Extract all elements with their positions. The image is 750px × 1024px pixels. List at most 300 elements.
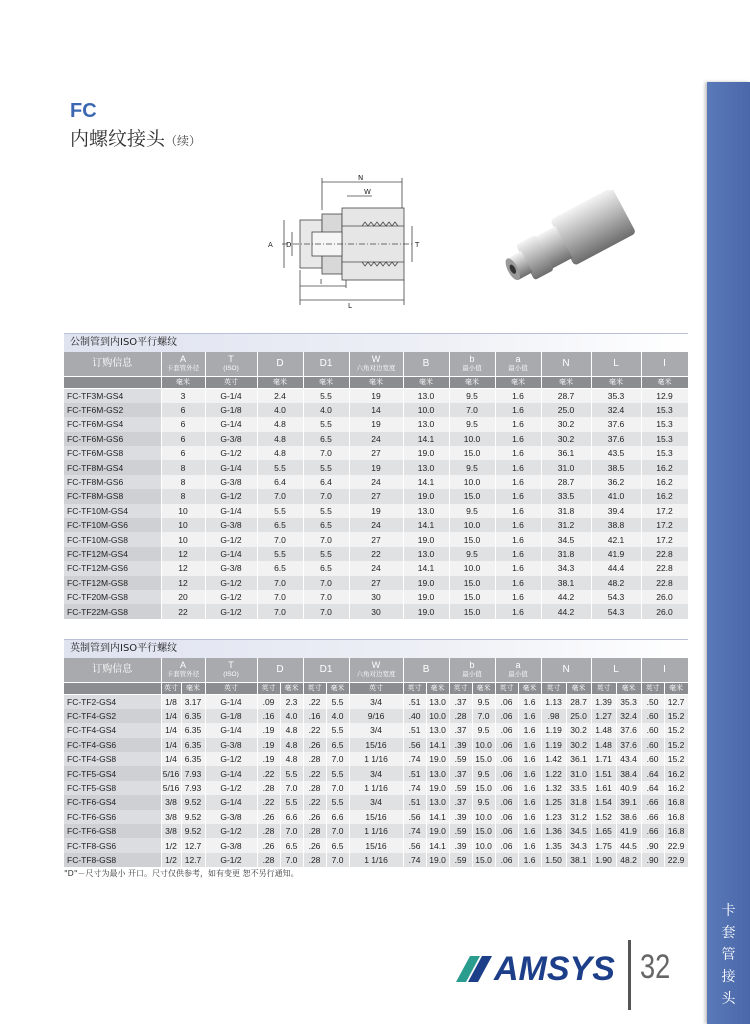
- table-row: [64, 752, 688, 766]
- value-cell: 1.6: [495, 561, 541, 575]
- value-cell: .59: [449, 752, 472, 766]
- order-code-cell: FC-TF3M-GS4: [64, 388, 161, 403]
- value-cell: 15.0: [449, 576, 495, 590]
- unit-cell: 英寸: [641, 682, 664, 694]
- value-cell: 5.5: [303, 547, 349, 561]
- value-cell: .60: [641, 709, 664, 723]
- sidebar-char: 套: [721, 925, 736, 941]
- col-t-symbol: T: [228, 353, 234, 364]
- value-cell: 1.51: [591, 766, 616, 780]
- value-cell: 24: [349, 475, 403, 489]
- value-cell: 34.5: [541, 532, 591, 546]
- value-cell: G-1/4: [205, 795, 257, 809]
- value-cell: 7.0: [280, 824, 303, 838]
- value-cell: 1/2: [161, 838, 181, 852]
- unit-cell: 英寸: [205, 376, 257, 388]
- value-cell: .26: [303, 738, 326, 752]
- value-cell: .06: [495, 723, 518, 737]
- value-cell: 22.8: [641, 576, 688, 590]
- value-cell: 1/4: [161, 752, 181, 766]
- value-cell: 1.6: [495, 446, 541, 460]
- value-cell: 37.6: [591, 417, 641, 431]
- value-cell: 43.5: [591, 446, 641, 460]
- value-cell: .06: [495, 694, 518, 709]
- value-cell: 44.5: [616, 838, 641, 852]
- value-cell: 3/4: [349, 766, 403, 780]
- table-row: [64, 604, 688, 618]
- value-cell: 7.0: [303, 576, 349, 590]
- sidebar-char: 管: [721, 947, 736, 963]
- value-cell: 9.52: [181, 824, 205, 838]
- value-cell: .66: [641, 810, 664, 824]
- value-cell: .51: [403, 723, 426, 737]
- unit-cell: 英寸: [349, 682, 403, 694]
- value-cell: 31.2: [566, 810, 591, 824]
- value-cell: 14.1: [426, 810, 449, 824]
- value-cell: 1/4: [161, 738, 181, 752]
- value-cell: .06: [495, 709, 518, 723]
- value-cell: 41.0: [591, 489, 641, 503]
- value-cell: 1.6: [518, 723, 541, 737]
- col-w-desc: 六角对边宽度: [356, 364, 396, 372]
- col-a-small-symbol: a: [515, 353, 521, 364]
- fitting-dimension-drawing: [262, 170, 422, 310]
- order-code-cell: FC-TF4-GS8: [64, 752, 161, 766]
- value-cell: 3/8: [161, 824, 181, 838]
- col-b-small-symbol: b: [469, 353, 475, 364]
- value-cell: 15.0: [449, 489, 495, 503]
- value-cell: 30: [349, 590, 403, 604]
- value-cell: 27: [349, 446, 403, 460]
- value-cell: 31.0: [566, 766, 591, 780]
- table-row: [64, 532, 688, 546]
- value-cell: 19.0: [403, 576, 449, 590]
- value-cell: G-3/8: [205, 475, 257, 489]
- unit-cell: 毫米: [495, 376, 541, 388]
- order-code-cell: FC-TF10M-GS8: [64, 532, 161, 546]
- table-row: [64, 432, 688, 446]
- value-cell: 30.2: [541, 432, 591, 446]
- value-cell: 12.7: [181, 853, 205, 867]
- col-a-desc: 卡套管外径: [166, 364, 200, 372]
- value-cell: 9.5: [472, 766, 495, 780]
- value-cell: 6.5: [303, 561, 349, 575]
- order-code-cell: FC-TF4-GS2: [64, 709, 161, 723]
- unit-cell: 英寸: [257, 682, 280, 694]
- value-cell: 1.6: [495, 403, 541, 417]
- unit-cell: 毫米: [303, 376, 349, 388]
- subtitle-text: 内螺纹接头: [70, 128, 166, 150]
- value-cell: 19: [349, 388, 403, 403]
- value-cell: 4.0: [326, 709, 349, 723]
- value-cell: 19.0: [403, 604, 449, 618]
- value-cell: 38.4: [616, 766, 641, 780]
- table-row: [64, 853, 688, 867]
- value-cell: 1.6: [495, 576, 541, 590]
- value-cell: 24: [349, 432, 403, 446]
- dim-label-l: L: [348, 302, 352, 310]
- value-cell: .16: [257, 709, 280, 723]
- value-cell: 15.0: [449, 532, 495, 546]
- value-cell: 15.0: [472, 824, 495, 838]
- value-cell: 4.8: [280, 752, 303, 766]
- value-cell: 10.0: [403, 403, 449, 417]
- metric-spec-table: [64, 352, 689, 619]
- value-cell: 13.0: [403, 417, 449, 431]
- value-cell: 3: [161, 388, 205, 403]
- unit-cell: 英寸: [541, 682, 566, 694]
- value-cell: 37.6: [591, 432, 641, 446]
- table-row: [64, 518, 688, 532]
- value-cell: 2.4: [257, 388, 303, 403]
- value-cell: 19: [349, 417, 403, 431]
- value-cell: G-1/2: [205, 752, 257, 766]
- value-cell: .74: [403, 853, 426, 867]
- table-row: [64, 388, 688, 403]
- dim-label-i: I: [320, 278, 323, 286]
- value-cell: 39.4: [591, 504, 641, 518]
- subtitle-continued: （续）: [165, 134, 202, 148]
- value-cell: .90: [641, 853, 664, 867]
- value-cell: 36.2: [591, 475, 641, 489]
- value-cell: 14.1: [403, 518, 449, 532]
- value-cell: 41.9: [616, 824, 641, 838]
- value-cell: 1.19: [541, 723, 566, 737]
- value-cell: 27: [349, 532, 403, 546]
- value-cell: 22.9: [664, 838, 688, 852]
- value-cell: 1.25: [541, 795, 566, 809]
- col-d1: D1: [303, 352, 349, 376]
- value-cell: 22.8: [641, 547, 688, 561]
- value-cell: .28: [303, 752, 326, 766]
- value-cell: 1.6: [518, 810, 541, 824]
- value-cell: 5.5: [326, 795, 349, 809]
- value-cell: 1 1/16: [349, 824, 403, 838]
- value-cell: 12.7: [181, 838, 205, 852]
- value-cell: 6: [161, 432, 205, 446]
- value-cell: 9.52: [181, 795, 205, 809]
- value-cell: 1.6: [495, 460, 541, 474]
- value-cell: .37: [449, 766, 472, 780]
- col-a-symbol: A: [179, 659, 186, 670]
- col-b: B: [403, 658, 449, 682]
- value-cell: 1.22: [541, 766, 566, 780]
- table-row: [64, 460, 688, 474]
- unit-cell: 毫米: [566, 682, 591, 694]
- order-code-cell: FC-TF12M-GS6: [64, 561, 161, 575]
- value-cell: 10.0: [449, 561, 495, 575]
- value-cell: 1.6: [495, 532, 541, 546]
- value-cell: G-1/4: [205, 504, 257, 518]
- value-cell: 13.0: [403, 504, 449, 518]
- col-w-symbol: W: [371, 353, 381, 364]
- value-cell: 6.5: [326, 738, 349, 752]
- order-code-cell: FC-TF4-GS6: [64, 738, 161, 752]
- imperial-table-section: [64, 639, 688, 867]
- value-cell: 1.36: [541, 824, 566, 838]
- value-cell: 15.0: [449, 604, 495, 618]
- value-cell: 7.0: [257, 590, 303, 604]
- value-cell: 4.8: [257, 446, 303, 460]
- value-cell: .19: [257, 738, 280, 752]
- value-cell: 31.8: [541, 547, 591, 561]
- value-cell: 5.5: [303, 504, 349, 518]
- value-cell: 31.8: [566, 795, 591, 809]
- value-cell: G-3/8: [205, 738, 257, 752]
- value-cell: .28: [303, 824, 326, 838]
- value-cell: 22: [161, 604, 205, 618]
- value-cell: G-1/8: [205, 709, 257, 723]
- table-row: [64, 561, 688, 575]
- value-cell: 1.6: [518, 738, 541, 752]
- value-cell: 9.52: [181, 810, 205, 824]
- value-cell: G-1/2: [205, 446, 257, 460]
- value-cell: 2.3: [280, 694, 303, 709]
- col-l: L: [591, 658, 641, 682]
- value-cell: 15.3: [641, 417, 688, 431]
- value-cell: .19: [257, 752, 280, 766]
- value-cell: 1.6: [518, 752, 541, 766]
- value-cell: 19: [349, 460, 403, 474]
- table-row: [64, 590, 688, 604]
- unit-cell: 英寸: [403, 682, 426, 694]
- value-cell: 26.0: [641, 604, 688, 618]
- value-cell: 28.7: [541, 388, 591, 403]
- value-cell: 4.8: [257, 417, 303, 431]
- unit-cell: 英寸: [205, 682, 257, 694]
- value-cell: 16.2: [641, 475, 688, 489]
- value-cell: 1.6: [518, 824, 541, 838]
- value-cell: 37.6: [616, 738, 641, 752]
- value-cell: .66: [641, 795, 664, 809]
- value-cell: 1.52: [591, 810, 616, 824]
- value-cell: 6.4: [303, 475, 349, 489]
- value-cell: 9.5: [472, 694, 495, 709]
- value-cell: 6.5: [303, 518, 349, 532]
- order-code-cell: FC-TF5-GS4: [64, 766, 161, 780]
- unit-cell: 毫米: [161, 376, 205, 388]
- col-a-desc: 卡套管外径: [166, 670, 200, 678]
- metric-section-title: 公制管到内ISO平行螺纹: [64, 333, 688, 352]
- value-cell: .59: [449, 853, 472, 867]
- value-cell: 15.2: [664, 752, 688, 766]
- unit-cell: 毫米: [616, 682, 641, 694]
- footnote: "D"－尺寸为最小 开口。尺寸仅供参考，如有变更 恕不另行通知。: [64, 869, 299, 878]
- unit-cell: 毫米: [349, 376, 403, 388]
- value-cell: 1.19: [541, 738, 566, 752]
- table-row: [64, 824, 688, 838]
- table-row: [64, 547, 688, 561]
- col-t-desc: (ISO): [223, 364, 239, 372]
- value-cell: G-3/8: [205, 561, 257, 575]
- value-cell: 3/4: [349, 795, 403, 809]
- value-cell: 22.9: [664, 853, 688, 867]
- value-cell: 7.0: [326, 853, 349, 867]
- value-cell: 1.50: [541, 853, 566, 867]
- col-n: N: [541, 352, 591, 376]
- value-cell: 1.13: [541, 694, 566, 709]
- value-cell: 6.35: [181, 752, 205, 766]
- value-cell: 1.6: [495, 388, 541, 403]
- dim-label-t: T: [415, 241, 420, 249]
- dim-label-d: D: [286, 241, 292, 249]
- table-row: [64, 766, 688, 780]
- value-cell: .06: [495, 738, 518, 752]
- value-cell: 7.0: [257, 532, 303, 546]
- order-code-cell: FC-TF6M-GS4: [64, 417, 161, 431]
- order-code-cell: FC-TF8M-GS8: [64, 489, 161, 503]
- value-cell: 1.23: [541, 810, 566, 824]
- value-cell: .74: [403, 752, 426, 766]
- value-cell: 1.6: [518, 838, 541, 852]
- value-cell: 6.5: [280, 838, 303, 852]
- value-cell: 7.0: [326, 781, 349, 795]
- value-cell: .50: [641, 694, 664, 709]
- value-cell: 1.6: [495, 475, 541, 489]
- value-cell: 38.6: [616, 810, 641, 824]
- value-cell: 15.2: [664, 709, 688, 723]
- unit-cell: 毫米: [426, 682, 449, 694]
- value-cell: 7.0: [280, 781, 303, 795]
- table-row: [64, 403, 688, 417]
- value-cell: .22: [303, 723, 326, 737]
- value-cell: 6.6: [280, 810, 303, 824]
- value-cell: 13.0: [426, 694, 449, 709]
- col-d: D: [257, 352, 303, 376]
- value-cell: 31.0: [541, 460, 591, 474]
- value-cell: 19.0: [426, 853, 449, 867]
- value-cell: .22: [303, 766, 326, 780]
- value-cell: 54.3: [591, 590, 641, 604]
- value-cell: G-1/4: [205, 694, 257, 709]
- value-cell: 1/2: [161, 853, 181, 867]
- value-cell: .06: [495, 810, 518, 824]
- value-cell: .59: [449, 824, 472, 838]
- value-cell: 3/8: [161, 810, 181, 824]
- unit-cell: 毫米: [403, 376, 449, 388]
- value-cell: .06: [495, 781, 518, 795]
- col-b-small: [449, 658, 495, 682]
- value-cell: 1.6: [518, 709, 541, 723]
- dim-label-n: N: [358, 174, 364, 182]
- value-cell: 1/8: [161, 694, 181, 709]
- col-n: N: [541, 658, 591, 682]
- value-cell: 10: [161, 504, 205, 518]
- table-row: [64, 738, 688, 752]
- value-cell: 13.0: [426, 766, 449, 780]
- sidebar-top-gap: [707, 0, 750, 82]
- value-cell: 8: [161, 460, 205, 474]
- table-row: [64, 417, 688, 431]
- unit-blank: [64, 682, 161, 694]
- value-cell: 6: [161, 446, 205, 460]
- value-cell: .40: [403, 709, 426, 723]
- value-cell: 6.6: [326, 810, 349, 824]
- value-cell: 17.2: [641, 532, 688, 546]
- value-cell: G-1/4: [205, 460, 257, 474]
- value-cell: 15.0: [472, 781, 495, 795]
- value-cell: 1 1/16: [349, 853, 403, 867]
- value-cell: 6.5: [303, 432, 349, 446]
- value-cell: 5/16: [161, 781, 181, 795]
- sidebar-char: 卡: [721, 903, 736, 919]
- metric-table-section: [64, 333, 688, 619]
- value-cell: 14.1: [426, 838, 449, 852]
- col-a-symbol: A: [179, 353, 186, 364]
- value-cell: 9.5: [449, 388, 495, 403]
- brand-name: AMSYS: [494, 950, 615, 988]
- value-cell: 12.7: [664, 694, 688, 709]
- order-code-cell: FC-TF6M-GS6: [64, 432, 161, 446]
- value-cell: .37: [449, 795, 472, 809]
- value-cell: 15.2: [664, 738, 688, 752]
- value-cell: 36.1: [566, 752, 591, 766]
- value-cell: 5.5: [280, 795, 303, 809]
- col-b-small-symbol: b: [469, 659, 475, 670]
- value-cell: 1.65: [591, 824, 616, 838]
- value-cell: .98: [541, 709, 566, 723]
- value-cell: 1.6: [518, 766, 541, 780]
- col-d1: D1: [303, 658, 349, 682]
- value-cell: 9.5: [472, 795, 495, 809]
- value-cell: .39: [449, 838, 472, 852]
- value-cell: 37.6: [616, 723, 641, 737]
- page-title: FC: [70, 100, 97, 122]
- value-cell: 13.0: [426, 723, 449, 737]
- value-cell: 1.6: [495, 432, 541, 446]
- value-cell: .74: [403, 781, 426, 795]
- value-cell: 3/4: [349, 723, 403, 737]
- value-cell: 28.7: [566, 694, 591, 709]
- value-cell: .26: [303, 838, 326, 852]
- value-cell: 16.2: [641, 489, 688, 503]
- value-cell: 15.3: [641, 432, 688, 446]
- col-i: I: [641, 352, 688, 376]
- value-cell: 30.2: [541, 417, 591, 431]
- value-cell: 12.9: [641, 388, 688, 403]
- value-cell: 12: [161, 561, 205, 575]
- table-row: [64, 838, 688, 852]
- value-cell: 4.0: [303, 403, 349, 417]
- value-cell: 19.0: [403, 532, 449, 546]
- value-cell: .26: [257, 838, 280, 852]
- unit-cell: 毫米: [518, 682, 541, 694]
- col-a: [161, 658, 205, 682]
- value-cell: .28: [257, 781, 280, 795]
- value-cell: 13.0: [403, 460, 449, 474]
- value-cell: .39: [449, 738, 472, 752]
- value-cell: 15.0: [449, 446, 495, 460]
- col-t: [205, 658, 257, 682]
- value-cell: 1/4: [161, 723, 181, 737]
- value-cell: 12: [161, 547, 205, 561]
- value-cell: G-3/8: [205, 518, 257, 532]
- value-cell: .19: [257, 723, 280, 737]
- value-cell: 39.1: [616, 795, 641, 809]
- value-cell: 3.17: [181, 694, 205, 709]
- value-cell: 6: [161, 403, 205, 417]
- value-cell: 34.5: [566, 824, 591, 838]
- value-cell: 48.2: [616, 853, 641, 867]
- table-row: [64, 723, 688, 737]
- value-cell: 22: [349, 547, 403, 561]
- page-number-divider: [628, 940, 631, 1010]
- value-cell: 16.2: [664, 766, 688, 780]
- unit-cell: 毫米: [280, 682, 303, 694]
- value-cell: 16.2: [664, 781, 688, 795]
- value-cell: 17.2: [641, 504, 688, 518]
- value-cell: 4.8: [280, 738, 303, 752]
